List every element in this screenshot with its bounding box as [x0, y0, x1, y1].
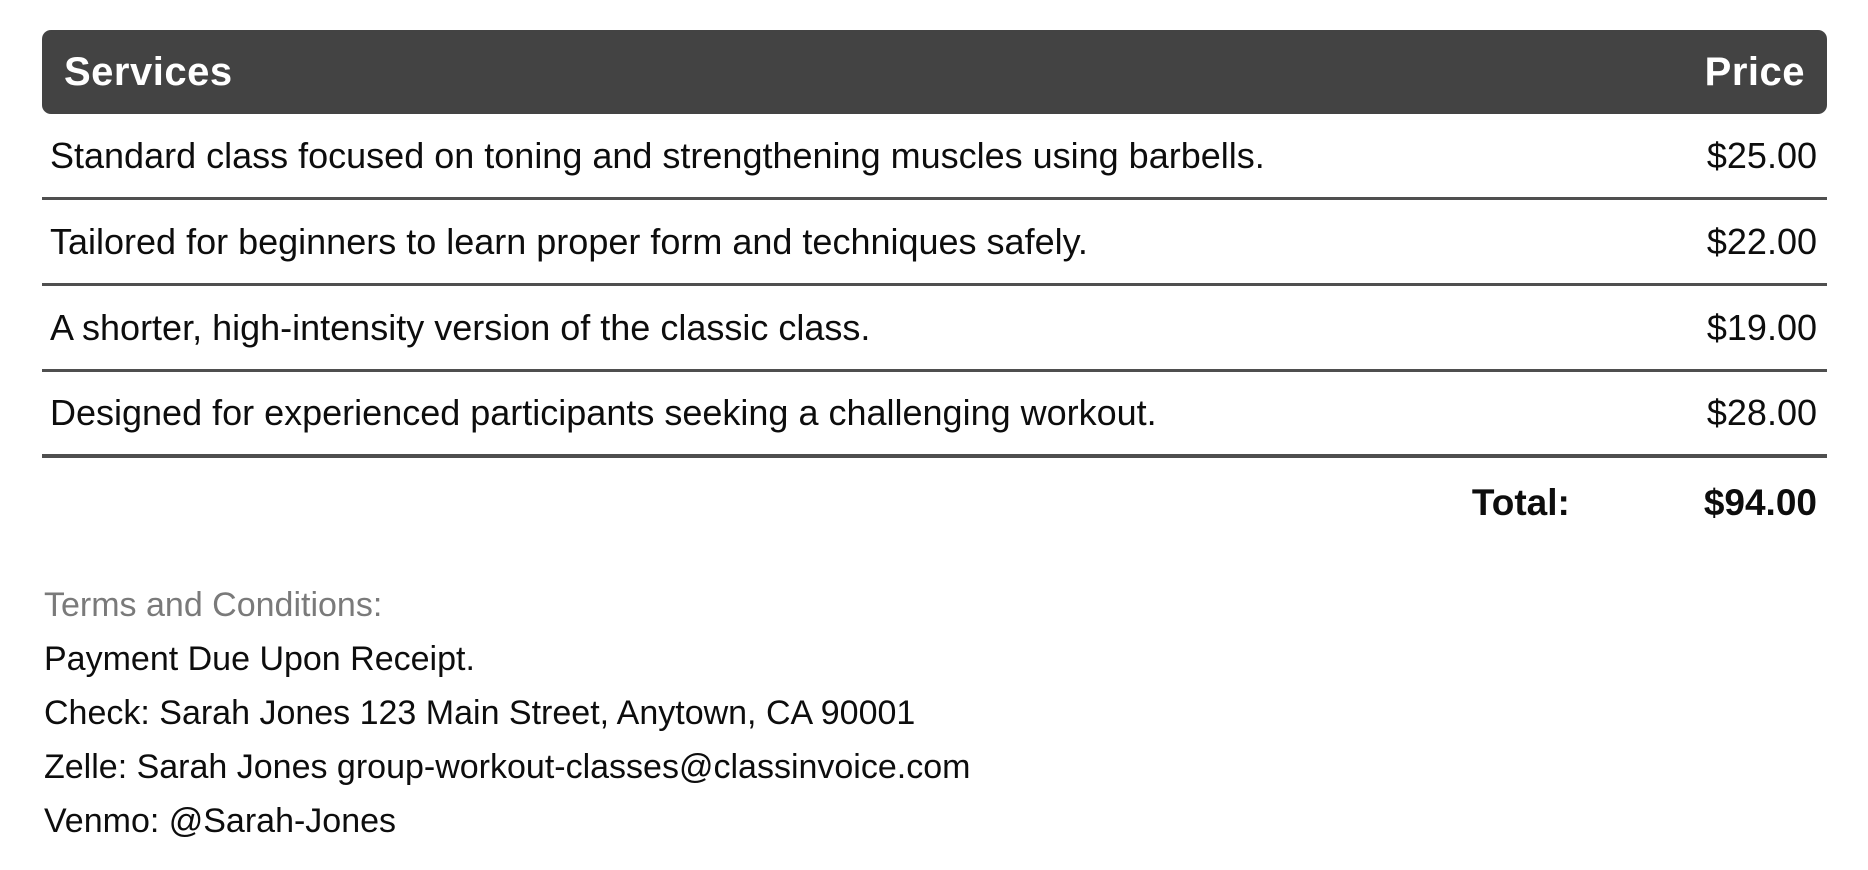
price-column-header: Price: [1704, 49, 1805, 94]
total-label: Total:: [1471, 482, 1570, 523]
table-row: [42, 286, 1827, 372]
total-row: [42, 458, 1827, 548]
service-description: A shorter, high-intensity version of the classic class.: [50, 306, 871, 348]
table-row: [42, 372, 1827, 458]
terms-heading: Terms and Conditions:: [44, 586, 383, 624]
table-row: [42, 200, 1827, 286]
terms-section: [42, 578, 1827, 848]
service-price: $28.00: [1706, 392, 1817, 433]
table-row: [42, 114, 1827, 200]
service-price: $19.00: [1706, 306, 1817, 348]
service-description: Tailored for beginners to learn proper form and techniques safely.: [50, 220, 1088, 262]
terms-line-payment: Payment Due Upon Receipt.: [44, 640, 475, 678]
service-description: Standard class focused on toning and strengthening muscles using barbells.: [50, 134, 1265, 176]
total-value: $94.00: [1703, 482, 1817, 523]
terms-line-check: Check: Sarah Jones 123 Main Street, Anytown, CA 90001: [44, 694, 916, 732]
service-price: $22.00: [1706, 220, 1817, 262]
service-price: $25.00: [1706, 134, 1817, 176]
table-header: [42, 30, 1827, 114]
service-description: Designed for experienced participants seeking a challenging workout.: [50, 392, 1157, 433]
terms-line-venmo: Venmo: @Sarah-Jones: [44, 802, 397, 840]
terms-line-zelle: Zelle: Sarah Jones group-workout-classes@classinvoice.com: [44, 748, 971, 786]
services-column-header: Services: [64, 49, 233, 94]
